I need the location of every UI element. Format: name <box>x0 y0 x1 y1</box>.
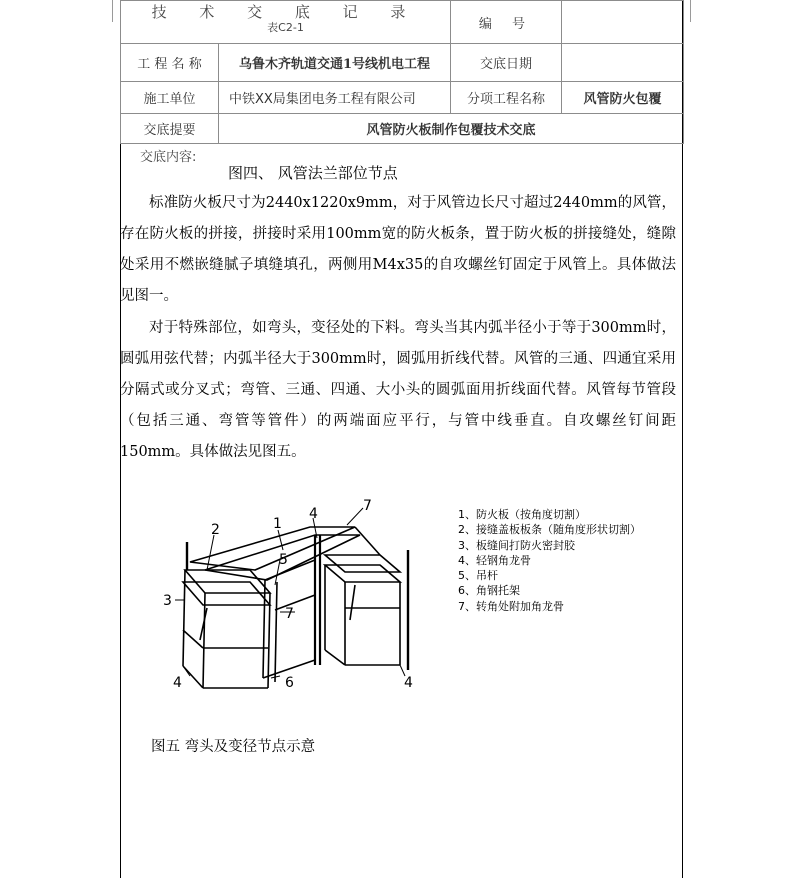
legend-item: 2、接缝盖板板条（随角度形状切割） <box>458 523 641 537</box>
summary[interactable]: 风管防火板制作包覆技术交底 <box>219 114 684 144</box>
page-margin <box>0 0 120 878</box>
legend-item: 6、角钢托架 <box>458 584 520 598</box>
paragraph-2: 对于特殊部位，如弯头，变径处的下料。弯头当其内弧半径小于等于300mm时，圆弧用弦代替；内弧半径大于300mm时，圆弧用折线代替。风管的三通、四通宜采用分隔式或分叉式；弯管、三通、四通、大小头的圆弧面用折线面代替。风管每节管段（包括三通、弯管等管件）的两端面应平行，与管中线垂直。自攻螺丝钉间距150mm。具体做法见图五。 <box>120 320 676 460</box>
sub-project[interactable]: 风管防火包覆 <box>562 82 684 114</box>
doc-title: 技 术 交 底 记 录 <box>151 3 420 21</box>
date-value[interactable] <box>562 44 684 82</box>
figure4-title: 图四、 风管法兰部位节点 <box>228 164 398 182</box>
label-4-top: 4 <box>309 506 318 522</box>
legend-item: 4、轻钢角龙骨 <box>458 553 531 567</box>
label-1: 1 <box>273 516 282 532</box>
form-number: 表C2-1 <box>267 21 304 34</box>
page-corner-mark-left <box>112 0 113 22</box>
date-label: 交底日期 <box>451 44 562 82</box>
content-label: 交底内容: <box>140 150 197 165</box>
elbow-node-diagram <box>155 490 455 695</box>
header-table <box>120 0 684 144</box>
figure5-caption: 图五 弯头及变径节点示意 <box>151 739 316 755</box>
legend-item: 7、转角处附加角龙骨 <box>458 599 564 613</box>
project-name[interactable]: 乌鲁木齐轨道交通1号线机电工程 <box>219 44 451 82</box>
construction-unit-label: 施工单位 <box>121 82 219 114</box>
doc-title-cell <box>121 1 451 44</box>
paragraph-1: 标准防火板尺寸为2440x1220x9mm，对于风管边长尺寸超过2440mm的风管，存在防火板的拼接，拼接时采用100mm宽的防火板条，置于防火板的拼接缝处，缝隙处采用不燃嵌缝腻子填缝填孔，两侧用M4x35的自攻螺丝钉固定于风管上。具体做法见图一。 <box>120 195 676 304</box>
number-value[interactable] <box>562 1 684 44</box>
legend-item: 1、防火板（按角度切割） <box>458 508 586 521</box>
label-4-left: 4 <box>173 675 182 691</box>
project-name-label: 工 程 名 称 <box>121 44 219 82</box>
duct-frame <box>183 527 408 688</box>
label-6: 6 <box>285 675 294 691</box>
page-corner-mark-right <box>690 0 691 22</box>
construction-unit[interactable]: 中铁XX局集团电务工程有限公司 <box>219 82 451 114</box>
legend-item: 5、吊杆 <box>458 569 498 583</box>
label-2: 2 <box>211 522 220 538</box>
summary-label: 交底提要 <box>121 114 219 144</box>
label-5: 5 <box>279 552 288 568</box>
sub-project-label: 分项工程名称 <box>451 82 562 114</box>
label-7-top: 7 <box>363 498 372 514</box>
label-4-right: 4 <box>404 675 413 691</box>
label-3: 3 <box>163 593 172 609</box>
number-label: 编 号 <box>451 1 562 44</box>
diagram-legend <box>458 507 641 614</box>
label-7-mid: 7 <box>285 606 294 622</box>
legend-item: 3、板缝间打防火密封胶 <box>458 538 575 552</box>
